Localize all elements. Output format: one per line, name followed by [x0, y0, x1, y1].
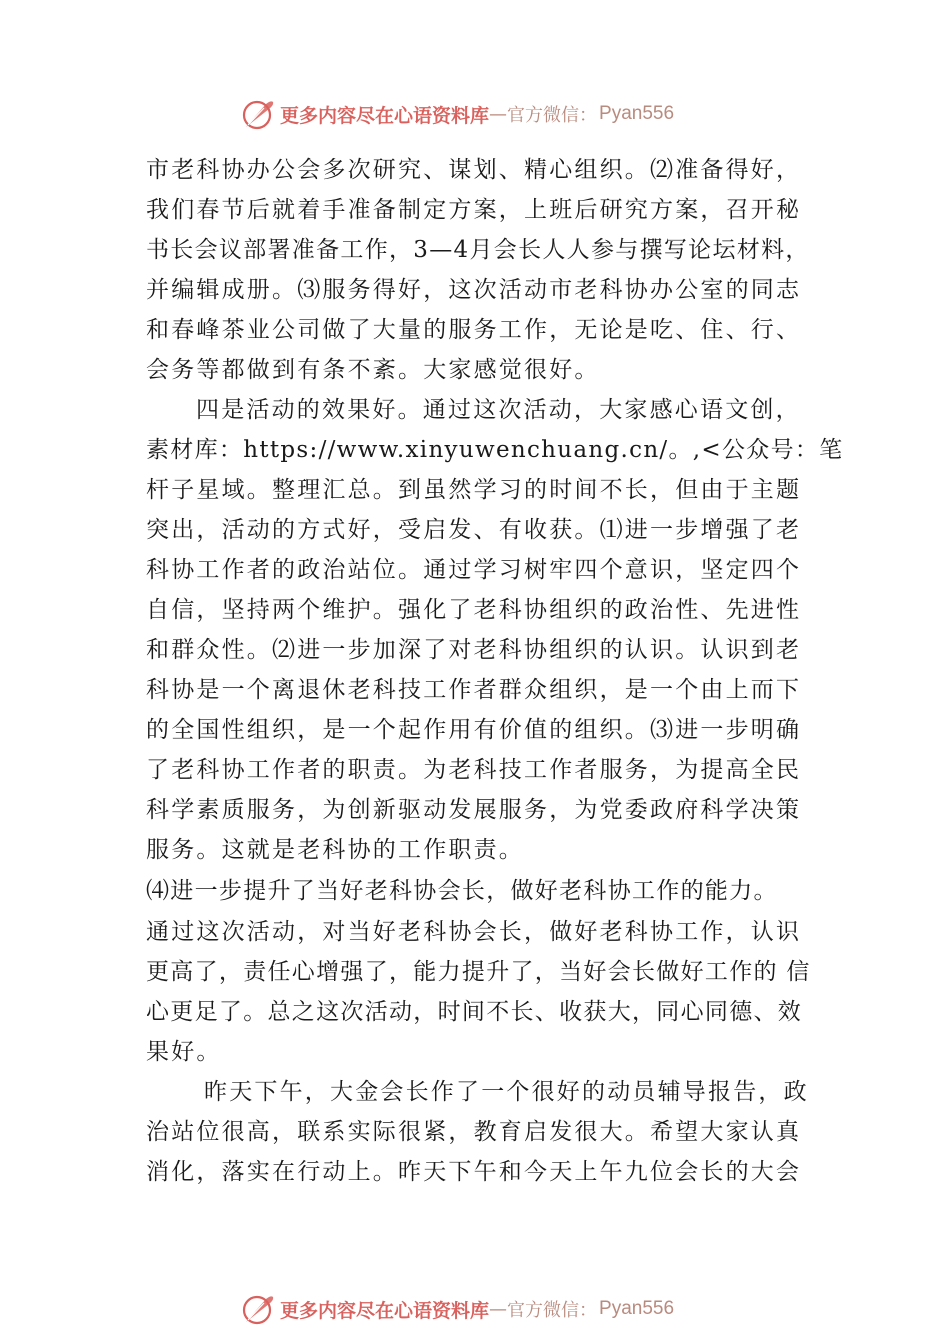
watermark-label: 官方微信：	[507, 1300, 598, 1321]
text-line: 的全国性组织，是一个起作用有价值的组织。⑶进一步明确	[146, 717, 802, 743]
watermark-text: 更多内容尽在心语资料库	[280, 104, 490, 127]
watermark-label: 官方微信：	[507, 105, 598, 126]
text-line: 书长会议部署准备工作，3—4月会长人人参与撰写论坛材料，	[146, 237, 810, 263]
text-line: 我们春节后就着手准备制定方案，上班后研究方案，召开秘	[146, 197, 802, 223]
text-line: 科协工作者的政治站位。通过学习树牢四个意识，坚定四个	[146, 557, 802, 583]
text-line: 突出，活动的方式好，受启发、有收获。⑴进一步增强了老	[146, 517, 802, 543]
text-line: 和春峰茶业公司做了大量的服务工作，无论是吃、住、行、	[146, 317, 802, 343]
document-body	[146, 150, 844, 1192]
text-line: 和群众性。⑵进一步加深了对老科协组织的认识。认识到老	[146, 637, 802, 663]
text-line: 科协是一个离退休老科技工作者群众组织，是一个由上而下	[146, 677, 802, 703]
text-line: 了老科协工作者的职责。为老科技工作者服务，为提高全民	[146, 757, 802, 783]
text-line: 心更足了。总之这次活动，时间不长、收获大，同心同德、效	[146, 999, 803, 1025]
watermark-wechat-id: Pyan556	[599, 1298, 675, 1319]
text-line: 服务。这就是老科协的工作职责。	[146, 837, 524, 863]
watermark-separator: —	[489, 103, 508, 125]
quill-pen-circle-icon	[240, 96, 276, 132]
text-line: 科学素质服务，为创新驱动发展服务，为党委政府科学决策	[146, 797, 802, 823]
text-line: 杆子星域。整理汇总。到虽然学习的时间不长，但由于主题	[146, 477, 802, 503]
watermark-text: 更多内容尽在心语资料库	[280, 1299, 490, 1322]
quill-pen-circle-icon	[240, 1291, 276, 1327]
text-line: 更高了，责任心增强了，能力提升了，当好会长做好工作的 信	[146, 959, 811, 985]
text-line: 素材库：https://www.xinyuwenchuang.cn/。,<公众号：笔	[146, 437, 844, 463]
text-line: 治站位很高，联系实际很紧，教育启发很大。希望大家认真	[146, 1119, 802, 1145]
header-watermark	[240, 94, 760, 134]
watermark-separator: —	[489, 1298, 508, 1320]
text-line: ⑷进一步提升了当好老科协会长，做好老科协工作的能力。	[146, 878, 778, 904]
footer-watermark	[240, 1289, 760, 1329]
paragraph-start-line: 四是活动的效果好。通过这次活动，大家感心语文创，	[196, 397, 801, 423]
watermark-wechat-id: Pyan556	[599, 103, 675, 124]
text-line: 消化，落实在行动上。昨天下午和今天上午九位会长的大会	[146, 1159, 802, 1185]
text-line: 会务等都做到有条不紊。大家感觉很好。	[146, 357, 600, 383]
text-line: 通过这次活动，对当好老科协会长，做好老科协工作，认识	[146, 919, 802, 945]
text-line: 并编辑成册。⑶服务得好，这次活动市老科协办公室的同志	[146, 277, 802, 303]
text-line: 果好。	[146, 1039, 222, 1065]
paragraph-start-line: 昨天下午，大金会长作了一个很好的动员辅导报告，政	[204, 1079, 809, 1105]
text-line: 市老科协办公会多次研究、谋划、精心组织。⑵准备得好，	[146, 157, 802, 183]
text-line: 自信，坚持两个维护。强化了老科协组织的政治性、先进性	[146, 597, 802, 623]
